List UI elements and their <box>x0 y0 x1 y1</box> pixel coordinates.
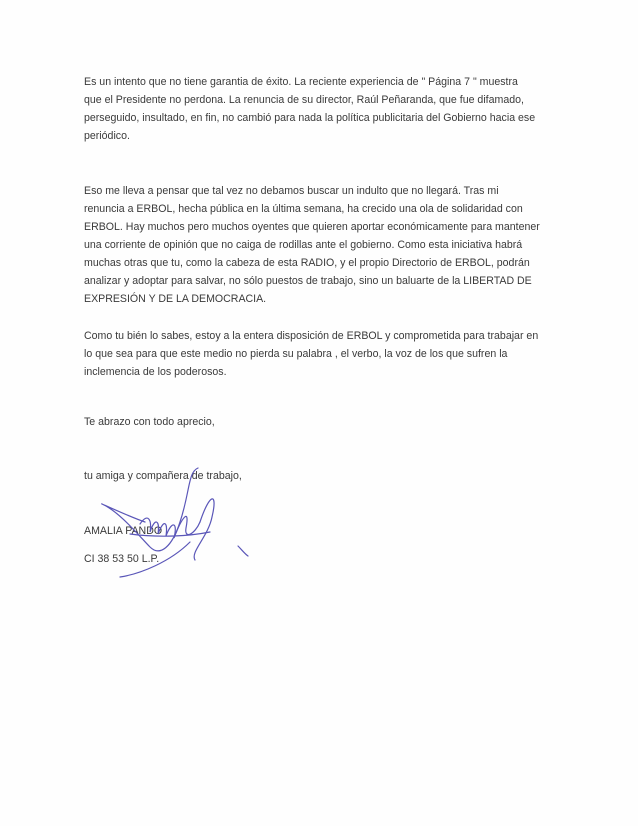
paragraph-3 <box>84 327 564 381</box>
text-line: Es un intento que no tiene garantia de éxito. La reciente experiencia de " Página 7 " muestra <box>84 76 518 88</box>
paragraph-1 <box>84 73 564 145</box>
paragraph-2 <box>84 182 564 308</box>
text-line: perseguido, insultado, en fin, no cambió para nada la política publicitaria del Gobierno hacia ese <box>84 112 536 124</box>
text-line: EXPRESIÓN Y DE LA DEMOCRACIA. <box>84 293 267 305</box>
text-line: muchas otras que tu, como la cabeza de esta RADIO, y el propio Directorio de ERBOL, podrán <box>84 257 530 269</box>
closing: Te abrazo con todo aprecio, <box>84 416 215 428</box>
text-line: lo que sea para que este medio no pierda su palabra , el verbo, la voz de los que sufren la <box>84 348 508 360</box>
text-line: Como tu bién lo sabes, estoy a la entera disposición de ERBOL y comprometida para trabajar en <box>84 330 539 342</box>
text-line: que el Presidente no perdona. La renuncia de su director, Raúl Peñaranda, que fue difamado, <box>84 94 524 106</box>
handwritten-signature <box>100 462 280 582</box>
text-line: analizar y adoptar para salvar, no sólo puestos de trabajo, sino un baluarte de la LIBERTAD DE <box>84 275 532 287</box>
text-line: Eso me lleva a pensar que tal vez no debamos buscar un indulto que no llegará. Tras mi <box>84 185 499 197</box>
id-number: CI 38 53 50 L.P. <box>84 553 160 565</box>
signoff: tu amiga y compañera de trabajo, <box>84 470 242 482</box>
text-line: una corriente de opinión que no caiga de rodillas ante el gobierno. Como esta iniciativa habrá <box>84 239 523 251</box>
text-line: periódico. <box>84 130 130 142</box>
signer-name: AMALIA PANDO <box>84 525 163 537</box>
text-line: ERBOL. Hay muchos pero muchos oyentes que quieren aportar económicamente para mantener <box>84 221 540 233</box>
text-line: renuncia a ERBOL, hecha pública en la última semana, ha crecido una ola de solidaridad con <box>84 203 523 215</box>
text-line: inclemencia de los poderosos. <box>84 366 227 378</box>
